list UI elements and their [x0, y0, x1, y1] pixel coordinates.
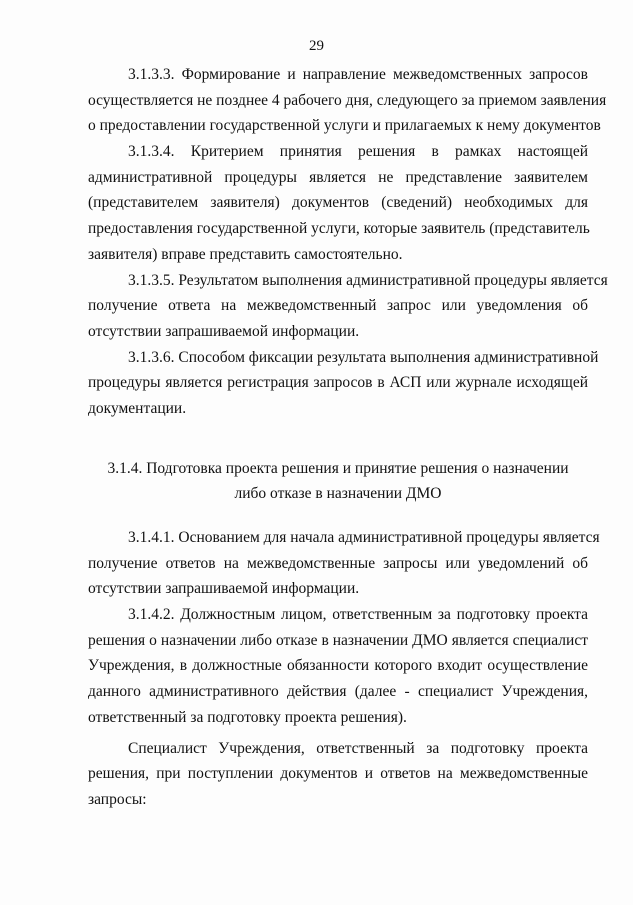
paragraph-3-1-3-6 — [88, 345, 599, 422]
text-line: документации. — [88, 399, 187, 417]
paragraph-3-1-4-2 — [88, 602, 588, 730]
text-line: предоставления государственной услуги, которые заявитель (представитель — [88, 220, 590, 238]
text-line: 3.1.3.6. Способом фиксации результата выполнения административной — [128, 348, 599, 366]
page-number: 29 — [309, 38, 324, 54]
text-line: (представителем заявителя) документов (сведений) необходимых для — [88, 194, 588, 212]
text-line: отсутствии запрашиваемой информации. — [88, 322, 360, 340]
spacer — [88, 422, 588, 456]
text-line: заявителя) вправе представить самостоятельно. — [88, 245, 403, 263]
paragraph-3-1-3-3 — [88, 62, 607, 139]
text-line: 3.1.3.4. Критерием принятия решения в рамках настоящей — [128, 143, 588, 161]
heading-line: либо отказе в назначении ДМО — [234, 485, 442, 503]
text-line: 3.1.3.3. Формирование и направление межведомственных запросов — [128, 66, 588, 83]
text-line: запросы: — [88, 790, 147, 808]
text-line: получение ответов на межведомственные запросы или уведомлений об — [88, 554, 588, 572]
text-line: данного административного действия (далее - специалист Учреждения, — [88, 683, 588, 701]
text-line: решения, при поступлении документов и ответов на межведомственные — [88, 765, 588, 783]
section-heading-3-1-4 — [88, 456, 588, 507]
text-line: административной процедуры является не представление заявителем — [88, 168, 588, 186]
document-body — [88, 62, 608, 813]
text-line: 3.1.4.1. Основанием для начала административной процедуры является — [128, 529, 600, 546]
text-line: Учреждения, в должностные обязанности которого входит осуществление — [88, 657, 588, 675]
text-line: получение ответа на межведомственный запрос или уведомления об — [88, 297, 588, 315]
text-line: решения о назначении либо отказе в назначении ДМО является специалист — [88, 631, 588, 649]
text-line: процедуры является регистрация запросов в АСП или журнале исходящей — [88, 374, 588, 392]
text-line: отсутствии запрашиваемой информации. — [88, 580, 360, 598]
paragraph-3-1-3-4 — [88, 139, 588, 267]
paragraph-3-1-4-1 — [88, 525, 600, 602]
text-line: Специалист Учреждения, ответственный за подготовку проекта — [128, 739, 588, 757]
paragraph-specialist — [88, 736, 588, 813]
paragraph-3-1-3-5 — [88, 268, 608, 345]
heading-line: 3.1.4. Подготовка проекта решения и принятие решения о назначении — [107, 459, 569, 477]
text-line: 3.1.3.5. Результатом выполнения административной процедуры является — [128, 271, 608, 289]
text-line: осуществляется не позднее 4 рабочего дня, следующего за приемом заявления — [88, 91, 607, 109]
spacer — [88, 507, 588, 525]
text-line: ответственный за подготовку проекта решения). — [88, 708, 407, 726]
text-line: 3.1.4.2. Должностным лицом, ответственным за подготовку проекта — [128, 606, 588, 624]
text-line: о предоставлении государственной услуги и прилагаемых к нему документов — [88, 117, 601, 135]
